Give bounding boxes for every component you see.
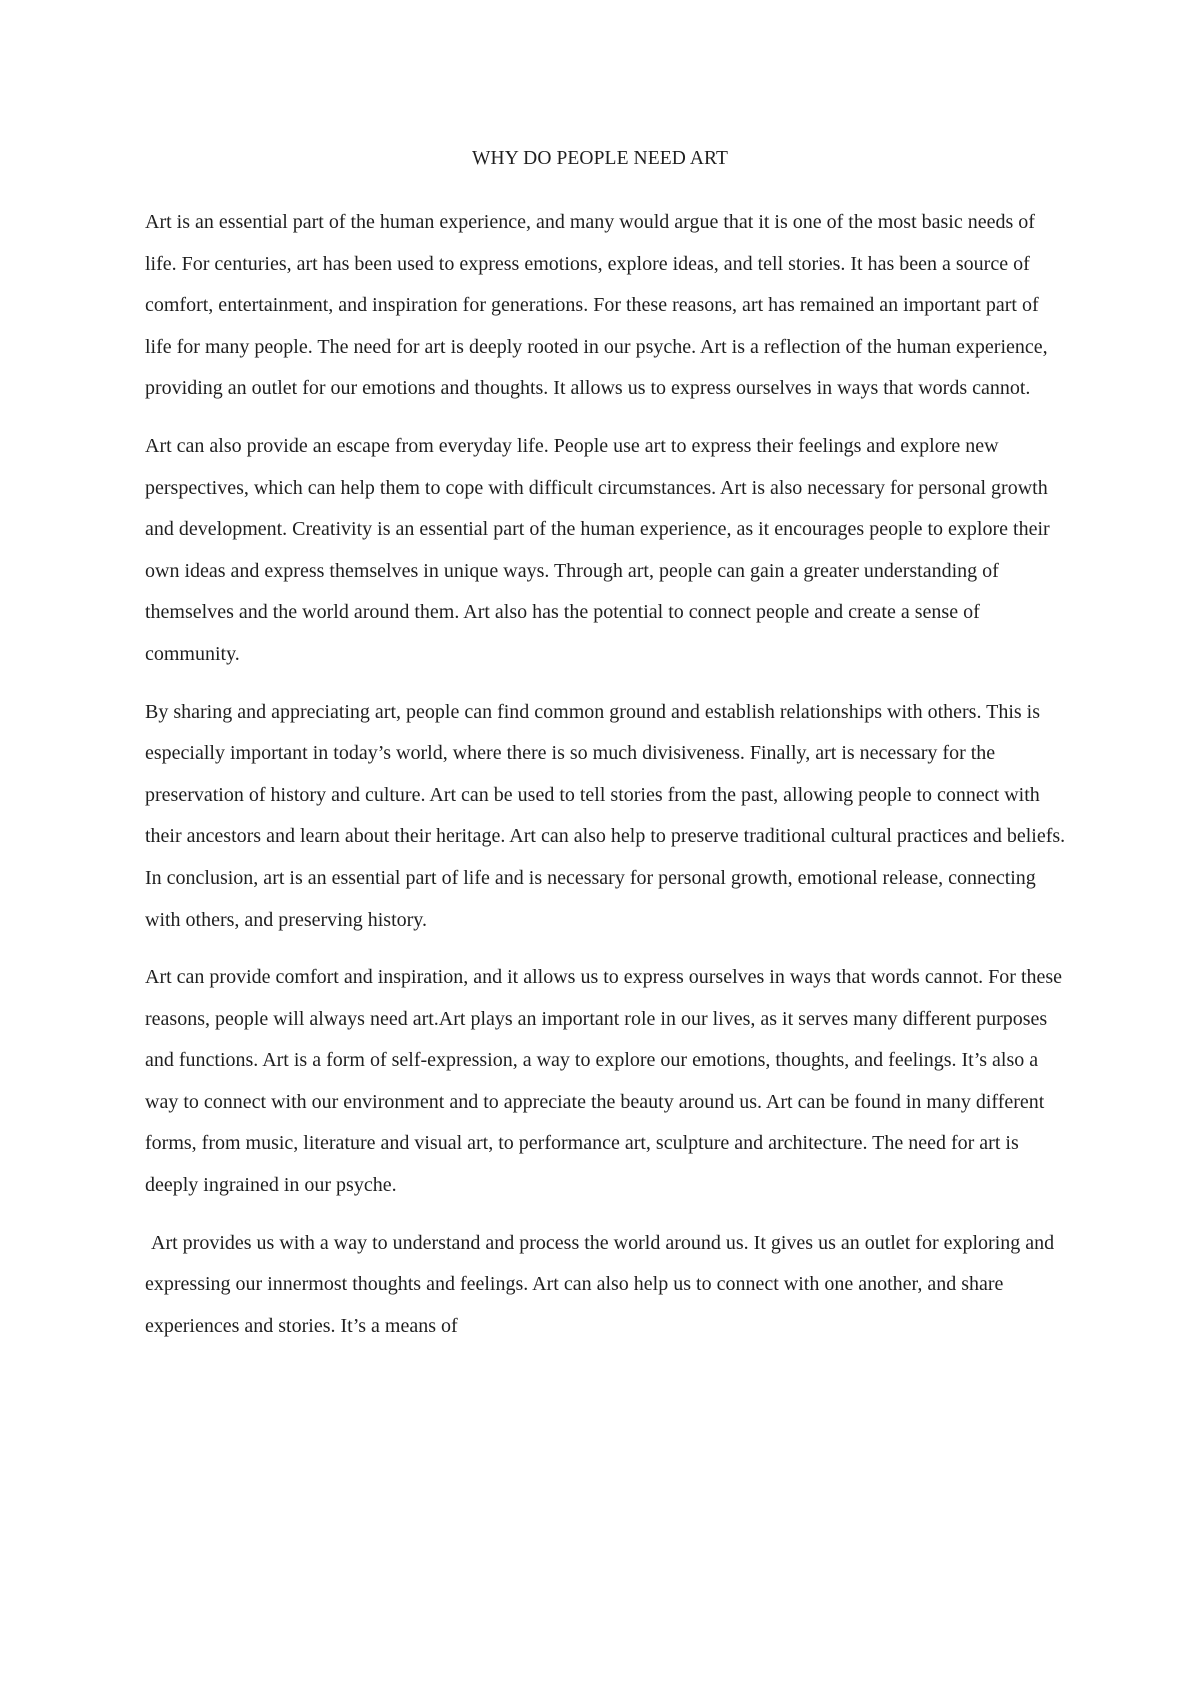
paragraph-2: Art can also provide an escape from everyday life. People use art to express their feelings and explore new perspectives, which can help them to cope with difficult circumstances. Art is also necessary for personal growth and development. Creativity is an essential part of the human experience, as it encourages people to explore their own ideas and express themselves in unique ways. Through art, people can gain a greater understanding of themselves and the world around them. Art also has the potential to connect people and create a sense of community. bbox=[145, 434, 1050, 665]
paragraph-5: Art provides us with a way to understand and process the world around us. It gives us an outlet for exploring and expressing our innermost thoughts and feelings. Art can also help us to connect with one another, and share experiences and stories. It’s a means of bbox=[145, 1231, 1055, 1337]
document-body bbox=[145, 202, 1067, 1363]
paragraph-4: Art can provide comfort and inspiration, and it allows us to express ourselves in ways that words cannot. For these reasons, people will always need art.Art plays an important role in our lives, as it serves many different purposes and functions. Art is a form of self-expression, a way to explore our emotions, thoughts, and feelings. It’s also a way to connect with our environment and to appreciate the beauty around us. Art can be found in many different forms, from music, literature and visual art, to performance art, sculpture and architecture. The need for art is deeply ingrained in our psyche. bbox=[145, 966, 1063, 1197]
paragraph-1: Art is an essential part of the human experience, and many would argue that it is one of the most basic needs of life. For centuries, art has been used to express emotions, explore ideas, and tell stories. It has been a source of comfort, entertainment, and inspiration for generations. For these reasons, art has remained an important part of life for many people. The need for art is deeply rooted in our psyche. Art is a reflection of the human experience, providing an outlet for our emotions and thoughts. It allows us to express ourselves in ways that words cannot. bbox=[145, 211, 1048, 400]
paragraph-3: By sharing and appreciating art, people can find common ground and establish relationships with others. This is especially important in today’s world, where there is so much divisiveness. Finally, art is necessary for the preservation of history and culture. Art can be used to tell stories from the past, allowing people to connect with their ancestors and learn about their heritage. Art can also help to preserve traditional cultural practices and beliefs. In conclusion, art is an essential part of life and is necessary for personal growth, emotional release, connecting with others, and preserving history. bbox=[145, 700, 1066, 931]
document-title: WHY DO PEOPLE NEED ART bbox=[472, 148, 728, 169]
